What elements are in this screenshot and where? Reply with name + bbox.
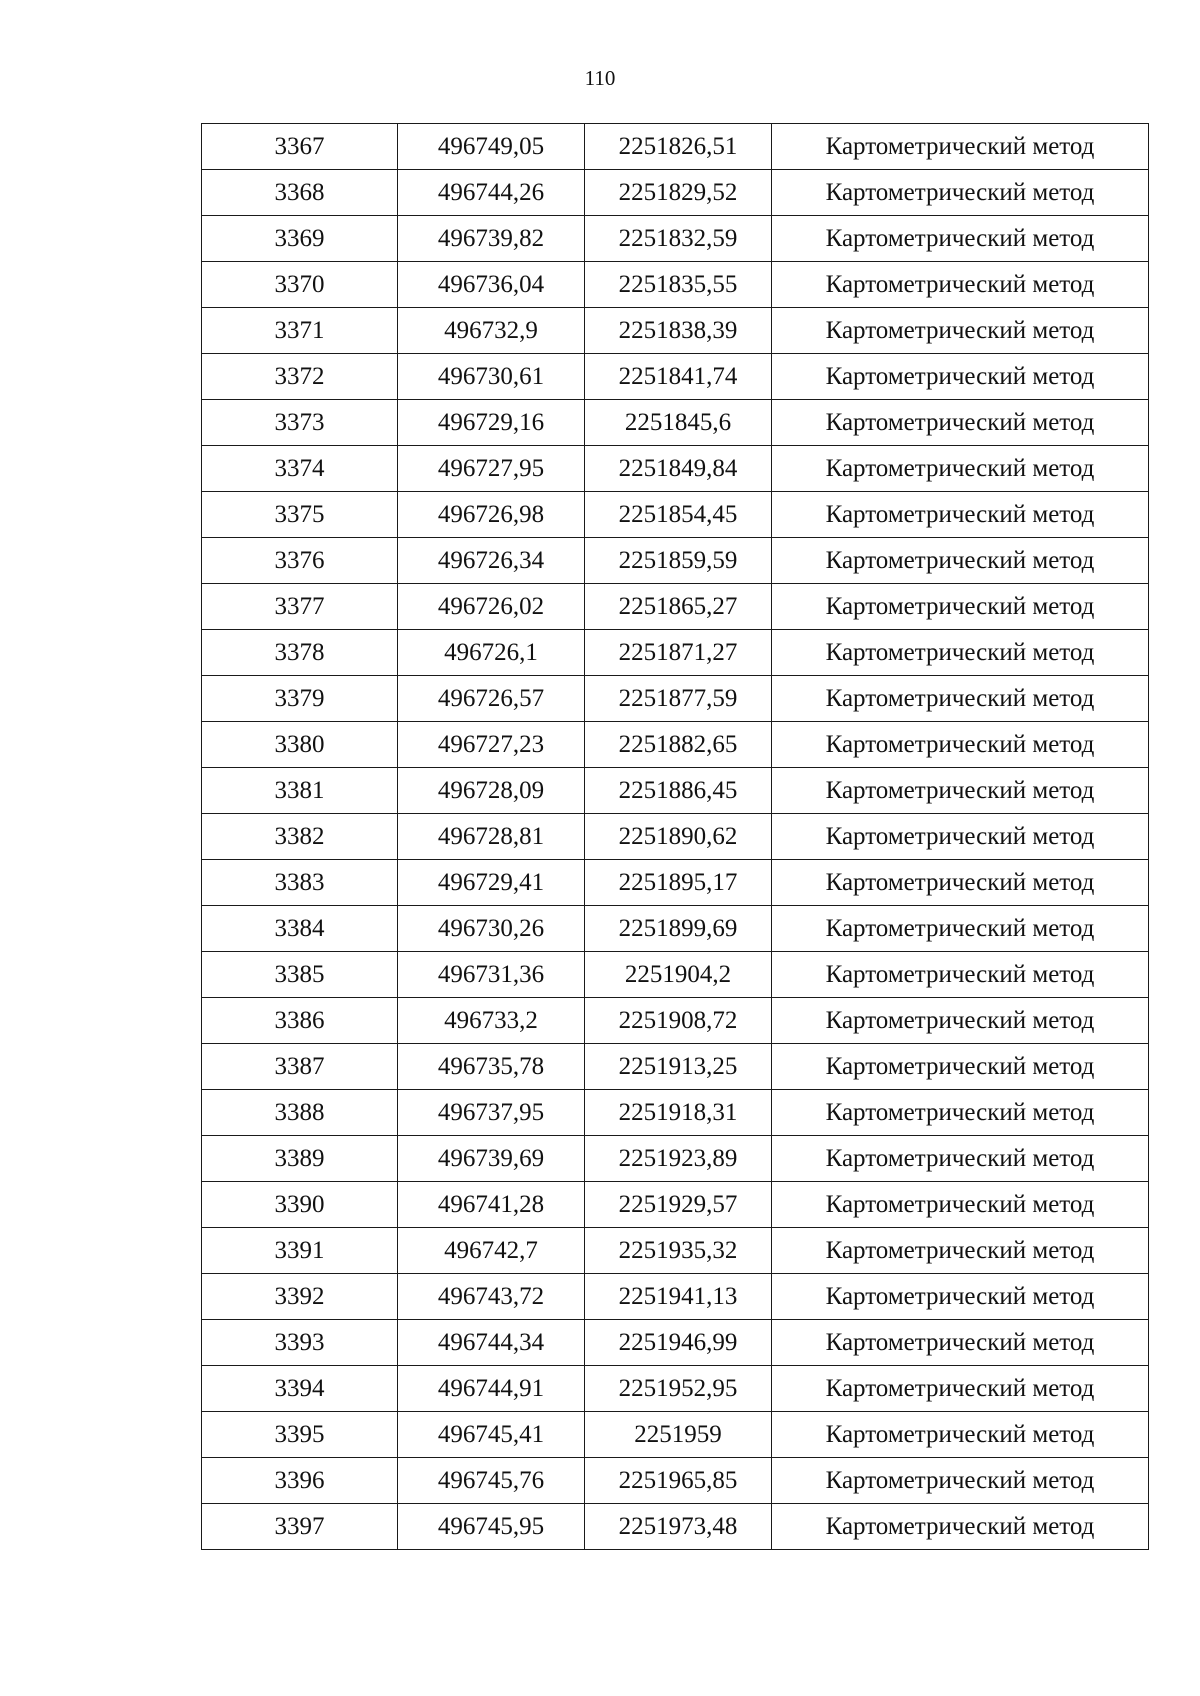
x-coordinate-cell: 496744,34 (398, 1320, 585, 1366)
point-number-cell: 3392 (202, 1274, 398, 1320)
method-cell: Картометрический метод (772, 768, 1149, 814)
x-coordinate-cell: 496729,16 (398, 400, 585, 446)
method-cell: Картометрический метод (772, 400, 1149, 446)
point-number-cell: 3397 (202, 1504, 398, 1550)
method-cell: Картометрический метод (772, 722, 1149, 768)
x-coordinate-cell: 496745,76 (398, 1458, 585, 1504)
point-number-cell: 3374 (202, 446, 398, 492)
y-coordinate-cell: 2251965,85 (585, 1458, 772, 1504)
x-coordinate-cell: 496737,95 (398, 1090, 585, 1136)
point-number-cell: 3394 (202, 1366, 398, 1412)
table-row (202, 1090, 1149, 1136)
point-number-cell: 3383 (202, 860, 398, 906)
point-number-cell: 3391 (202, 1228, 398, 1274)
coordinates-table (201, 123, 1149, 1550)
point-number-cell: 3373 (202, 400, 398, 446)
method-cell: Картометрический метод (772, 814, 1149, 860)
x-coordinate-cell: 496727,23 (398, 722, 585, 768)
y-coordinate-cell: 2251929,57 (585, 1182, 772, 1228)
table-row (202, 262, 1149, 308)
method-cell: Картометрический метод (772, 952, 1149, 998)
table-row (202, 1366, 1149, 1412)
method-cell: Картометрический метод (772, 860, 1149, 906)
table-row (202, 446, 1149, 492)
y-coordinate-cell: 2251871,27 (585, 630, 772, 676)
table-row (202, 1274, 1149, 1320)
y-coordinate-cell: 2251946,99 (585, 1320, 772, 1366)
point-number-cell: 3385 (202, 952, 398, 998)
point-number-cell: 3376 (202, 538, 398, 584)
table-row (202, 538, 1149, 584)
method-cell: Картометрический метод (772, 354, 1149, 400)
point-number-cell: 3372 (202, 354, 398, 400)
point-number-cell: 3369 (202, 216, 398, 262)
x-coordinate-cell: 496727,95 (398, 446, 585, 492)
y-coordinate-cell: 2251877,59 (585, 676, 772, 722)
method-cell: Картометрический метод (772, 1228, 1149, 1274)
y-coordinate-cell: 2251849,84 (585, 446, 772, 492)
x-coordinate-cell: 496726,02 (398, 584, 585, 630)
x-coordinate-cell: 496739,69 (398, 1136, 585, 1182)
x-coordinate-cell: 496742,7 (398, 1228, 585, 1274)
table-row (202, 630, 1149, 676)
point-number-cell: 3371 (202, 308, 398, 354)
x-coordinate-cell: 496726,1 (398, 630, 585, 676)
point-number-cell: 3370 (202, 262, 398, 308)
table-row (202, 906, 1149, 952)
method-cell: Картометрический метод (772, 124, 1149, 170)
point-number-cell: 3379 (202, 676, 398, 722)
table-row (202, 1320, 1149, 1366)
y-coordinate-cell: 2251886,45 (585, 768, 772, 814)
x-coordinate-cell: 496731,36 (398, 952, 585, 998)
table-row (202, 1228, 1149, 1274)
y-coordinate-cell: 2251829,52 (585, 170, 772, 216)
y-coordinate-cell: 2251918,31 (585, 1090, 772, 1136)
x-coordinate-cell: 496739,82 (398, 216, 585, 262)
y-coordinate-cell: 2251890,62 (585, 814, 772, 860)
x-coordinate-cell: 496730,61 (398, 354, 585, 400)
table-row (202, 492, 1149, 538)
method-cell: Картометрический метод (772, 1136, 1149, 1182)
x-coordinate-cell: 496745,95 (398, 1504, 585, 1550)
method-cell: Картометрический метод (772, 262, 1149, 308)
point-number-cell: 3396 (202, 1458, 398, 1504)
point-number-cell: 3367 (202, 124, 398, 170)
y-coordinate-cell: 2251913,25 (585, 1044, 772, 1090)
table-row (202, 170, 1149, 216)
method-cell: Картометрический метод (772, 446, 1149, 492)
method-cell: Картометрический метод (772, 308, 1149, 354)
table-row (202, 998, 1149, 1044)
method-cell: Картометрический метод (772, 676, 1149, 722)
y-coordinate-cell: 2251908,72 (585, 998, 772, 1044)
table-row (202, 308, 1149, 354)
table-row (202, 584, 1149, 630)
x-coordinate-cell: 496749,05 (398, 124, 585, 170)
point-number-cell: 3395 (202, 1412, 398, 1458)
method-cell: Картометрический метод (772, 1458, 1149, 1504)
x-coordinate-cell: 496741,28 (398, 1182, 585, 1228)
table-row (202, 860, 1149, 906)
y-coordinate-cell: 2251952,95 (585, 1366, 772, 1412)
point-number-cell: 3377 (202, 584, 398, 630)
method-cell: Картометрический метод (772, 538, 1149, 584)
y-coordinate-cell: 2251859,59 (585, 538, 772, 584)
y-coordinate-cell: 2251865,27 (585, 584, 772, 630)
y-coordinate-cell: 2251899,69 (585, 906, 772, 952)
y-coordinate-cell: 2251973,48 (585, 1504, 772, 1550)
point-number-cell: 3388 (202, 1090, 398, 1136)
method-cell: Картометрический метод (772, 998, 1149, 1044)
x-coordinate-cell: 496726,34 (398, 538, 585, 584)
method-cell: Картометрический метод (772, 1366, 1149, 1412)
table-row (202, 952, 1149, 998)
table-row (202, 124, 1149, 170)
x-coordinate-cell: 496728,09 (398, 768, 585, 814)
point-number-cell: 3389 (202, 1136, 398, 1182)
y-coordinate-cell: 2251835,55 (585, 262, 772, 308)
method-cell: Картометрический метод (772, 1320, 1149, 1366)
point-number-cell: 3380 (202, 722, 398, 768)
point-number-cell: 3393 (202, 1320, 398, 1366)
y-coordinate-cell: 2251882,65 (585, 722, 772, 768)
x-coordinate-cell: 496730,26 (398, 906, 585, 952)
point-number-cell: 3384 (202, 906, 398, 952)
coordinates-table-body (202, 124, 1149, 1550)
method-cell: Картометрический метод (772, 216, 1149, 262)
page-number: 110 (584, 66, 616, 90)
table-row (202, 1458, 1149, 1504)
y-coordinate-cell: 2251904,2 (585, 952, 772, 998)
x-coordinate-cell: 496726,57 (398, 676, 585, 722)
y-coordinate-cell: 2251935,32 (585, 1228, 772, 1274)
table-row (202, 814, 1149, 860)
y-coordinate-cell: 2251845,6 (585, 400, 772, 446)
method-cell: Картометрический метод (772, 1274, 1149, 1320)
point-number-cell: 3368 (202, 170, 398, 216)
method-cell: Картометрический метод (772, 1044, 1149, 1090)
x-coordinate-cell: 496726,98 (398, 492, 585, 538)
x-coordinate-cell: 496728,81 (398, 814, 585, 860)
table-row (202, 1044, 1149, 1090)
point-number-cell: 3378 (202, 630, 398, 676)
x-coordinate-cell: 496729,41 (398, 860, 585, 906)
point-number-cell: 3382 (202, 814, 398, 860)
table-row (202, 400, 1149, 446)
point-number-cell: 3375 (202, 492, 398, 538)
x-coordinate-cell: 496736,04 (398, 262, 585, 308)
x-coordinate-cell: 496744,26 (398, 170, 585, 216)
table-row (202, 1136, 1149, 1182)
y-coordinate-cell: 2251838,39 (585, 308, 772, 354)
x-coordinate-cell: 496743,72 (398, 1274, 585, 1320)
table-row (202, 354, 1149, 400)
method-cell: Картометрический метод (772, 170, 1149, 216)
table-row (202, 722, 1149, 768)
y-coordinate-cell: 2251832,59 (585, 216, 772, 262)
y-coordinate-cell: 2251895,17 (585, 860, 772, 906)
table-row (202, 1182, 1149, 1228)
point-number-cell: 3390 (202, 1182, 398, 1228)
method-cell: Картометрический метод (772, 584, 1149, 630)
method-cell: Картометрический метод (772, 630, 1149, 676)
method-cell: Картометрический метод (772, 492, 1149, 538)
y-coordinate-cell: 2251826,51 (585, 124, 772, 170)
method-cell: Картометрический метод (772, 906, 1149, 952)
x-coordinate-cell: 496735,78 (398, 1044, 585, 1090)
x-coordinate-cell: 496744,91 (398, 1366, 585, 1412)
y-coordinate-cell: 2251941,13 (585, 1274, 772, 1320)
x-coordinate-cell: 496733,2 (398, 998, 585, 1044)
method-cell: Картометрический метод (772, 1090, 1149, 1136)
point-number-cell: 3387 (202, 1044, 398, 1090)
point-number-cell: 3381 (202, 768, 398, 814)
table-row (202, 216, 1149, 262)
y-coordinate-cell: 2251959 (585, 1412, 772, 1458)
y-coordinate-cell: 2251841,74 (585, 354, 772, 400)
method-cell: Картометрический метод (772, 1504, 1149, 1550)
point-number-cell: 3386 (202, 998, 398, 1044)
method-cell: Картометрический метод (772, 1182, 1149, 1228)
table-row (202, 768, 1149, 814)
table-row (202, 676, 1149, 722)
y-coordinate-cell: 2251923,89 (585, 1136, 772, 1182)
x-coordinate-cell: 496745,41 (398, 1412, 585, 1458)
x-coordinate-cell: 496732,9 (398, 308, 585, 354)
table-row (202, 1504, 1149, 1550)
y-coordinate-cell: 2251854,45 (585, 492, 772, 538)
table-row (202, 1412, 1149, 1458)
method-cell: Картометрический метод (772, 1412, 1149, 1458)
